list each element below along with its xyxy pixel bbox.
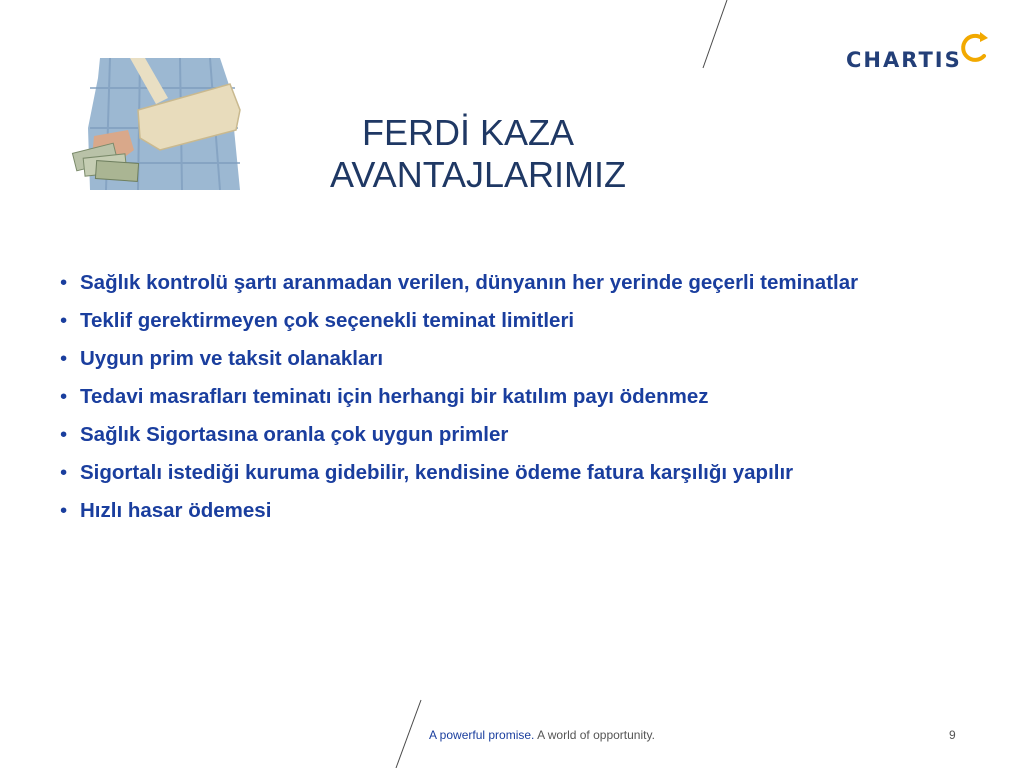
page-number: 9 xyxy=(949,728,956,742)
slide-title xyxy=(330,112,750,196)
list-item-text: Tedavi masrafları teminatı için herhangi bir katılım payı ödenmez xyxy=(80,385,709,408)
top-diagonal-line xyxy=(703,0,727,68)
list-item-text: Uygun prim ve taksit olanakları xyxy=(80,347,384,370)
title-line-1: FERDİ KAZA xyxy=(362,112,575,153)
list-item xyxy=(60,268,922,298)
chartis-logo xyxy=(846,30,996,78)
advantages-list xyxy=(60,268,922,534)
logo-text: CHARTIS xyxy=(846,48,962,72)
chartis-c-mark-icon xyxy=(958,30,994,66)
list-item xyxy=(60,496,922,526)
slogan-part-1: A powerful promise. xyxy=(429,728,535,742)
list-item-text: Teklif gerektirmeyen çok seçenekli teminat limitleri xyxy=(80,309,575,332)
list-item xyxy=(60,382,922,412)
list-item xyxy=(60,420,922,450)
list-item-text: Hızlı hasar ödemesi xyxy=(80,499,272,522)
bullet-marker: • xyxy=(60,499,68,522)
list-item xyxy=(60,306,922,336)
bullet-marker: • xyxy=(60,461,68,484)
list-item-text: Sağlık kontrolü şartı aranmadan verilen, dünyanın her yerinde geçerli teminatlar xyxy=(80,271,859,294)
title-line-2: AVANTAJLARIMIZ xyxy=(330,154,627,195)
bullet-marker: • xyxy=(60,271,68,294)
list-item-text: Sağlık Sigortasına oranla çok uygun primler xyxy=(80,423,509,446)
list-item xyxy=(60,344,922,374)
bottom-diagonal-line xyxy=(396,700,421,768)
list-item xyxy=(60,458,922,488)
bullet-marker: • xyxy=(60,347,68,370)
bullet-marker: • xyxy=(60,309,68,332)
bullet-marker: • xyxy=(60,385,68,408)
list-item-text: Sigortalı istediği kuruma gidebilir, kendisine ödeme fatura karşılığı yapılır xyxy=(80,461,794,484)
bullet-marker: • xyxy=(60,423,68,446)
arm-sling-money-photo xyxy=(70,58,246,190)
slogan-part-2: A world of opportunity. xyxy=(537,728,655,742)
footer-slogan xyxy=(429,728,655,742)
